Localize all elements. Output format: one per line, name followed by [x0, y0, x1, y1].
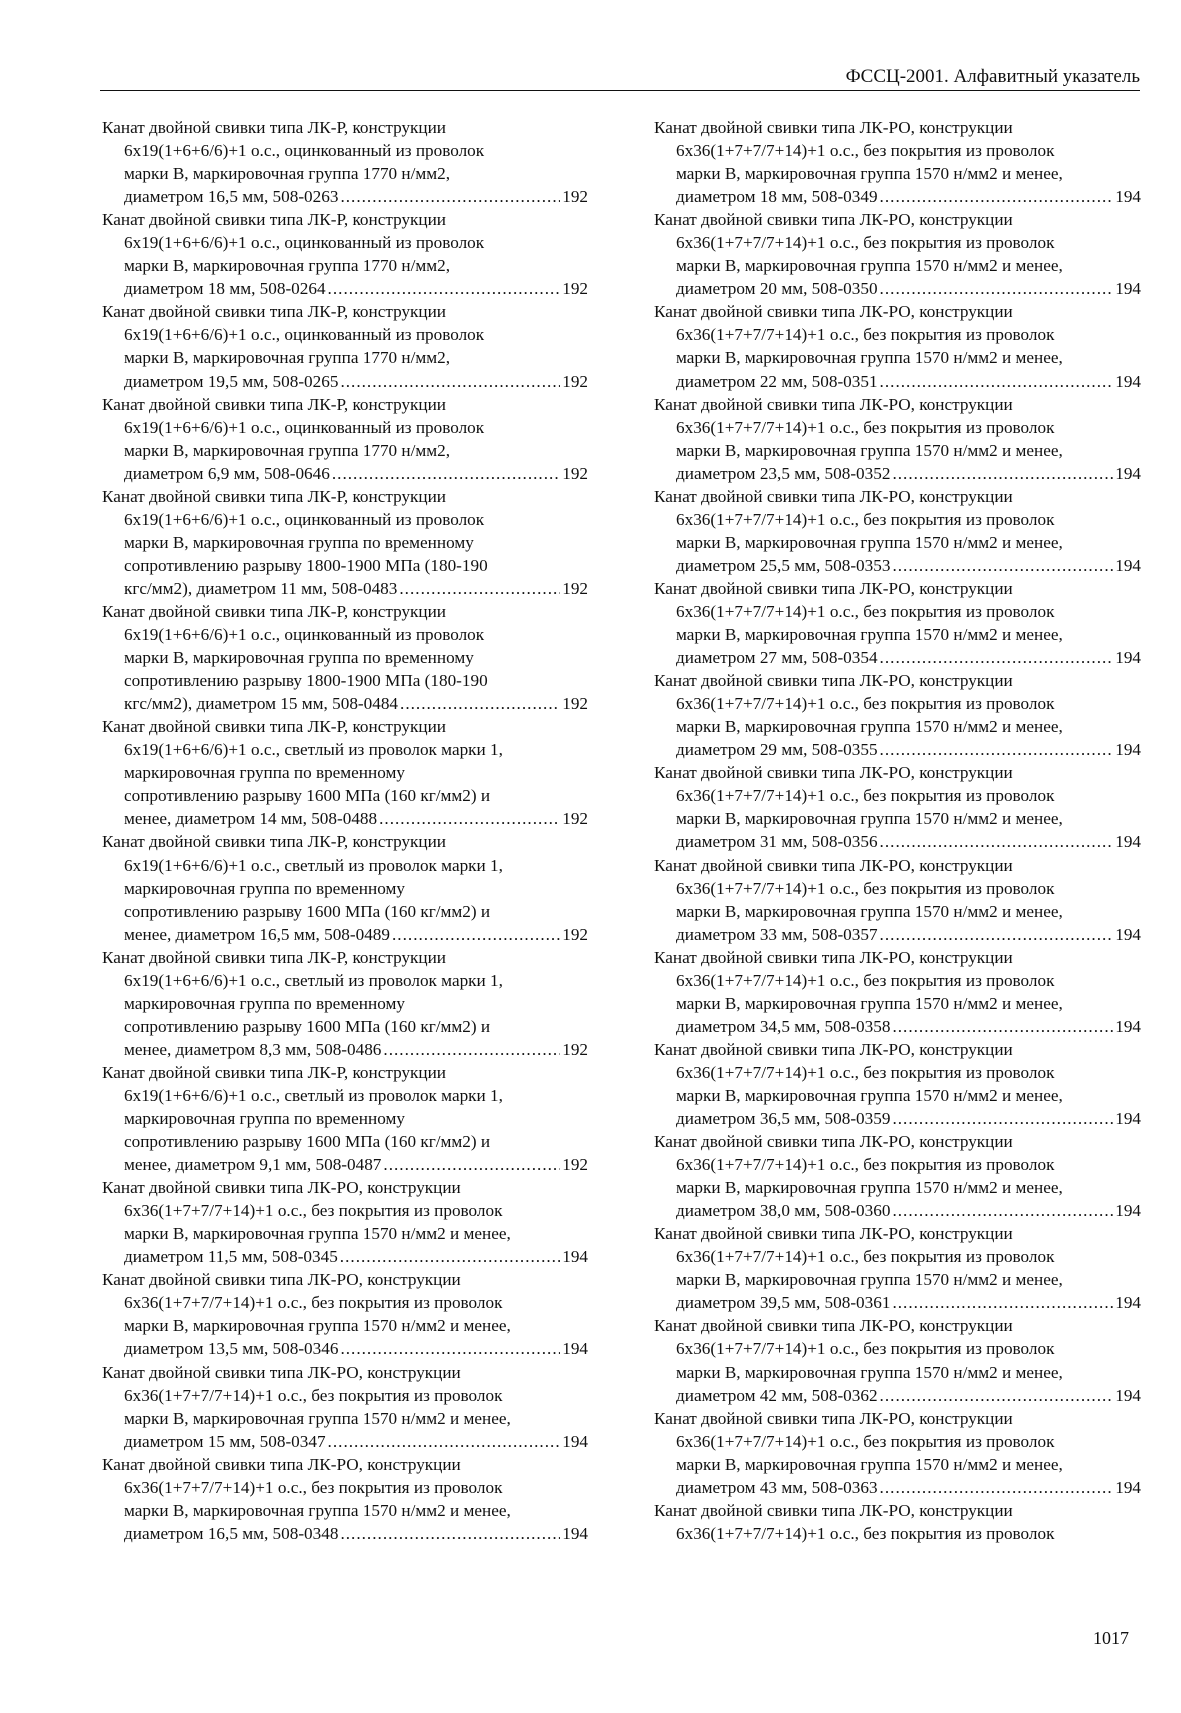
entry-last-line	[654, 185, 1141, 208]
entry-last-line	[654, 1384, 1141, 1407]
entry-line: 6х19(1+6+6/6)+1 о.с., оцинкованный из проволок	[124, 625, 485, 645]
entry-page-ref: 194	[562, 1339, 588, 1359]
dot-leader	[880, 1476, 1114, 1499]
entry-line: кгс/мм2), диаметром 11 мм, 508-0483	[124, 578, 398, 598]
entry-line: 6х36(1+7+7/7+14)+1 о.с., без покрытия из проволок	[676, 970, 1055, 990]
entry-line: 6х36(1+7+7/7+14)+1 о.с., без покрытия из проволок	[676, 1062, 1055, 1082]
entry-line: Канат двойной свивки типа ЛК-РО, конструкции	[654, 671, 1013, 691]
entry-last-line	[654, 277, 1141, 300]
index-entry	[102, 1176, 588, 1268]
entry-line: диаметром 43 мм, 508-0363	[676, 1477, 878, 1497]
entry-line: диаметром 33 мм, 508-0357	[676, 924, 878, 944]
entry-page-ref: 194	[562, 1431, 588, 1451]
entry-line: марки В, маркировочная группа 1570 н/мм2 и менее,	[124, 1408, 511, 1428]
entry-last-line	[102, 185, 588, 208]
entry-line: диаметром 34,5 мм, 508-0358	[676, 1016, 891, 1036]
entry-line: 6х19(1+6+6/6)+1 о.с., светлый из проволок марки 1,	[124, 740, 503, 760]
dot-leader	[392, 923, 560, 946]
entry-page-ref: 194	[1115, 1109, 1141, 1129]
entry-line: марки В, маркировочная группа 1570 н/мм2 и менее,	[124, 1316, 511, 1336]
entry-line: 6х19(1+6+6/6)+1 о.с., оцинкованный из проволок	[124, 417, 485, 437]
entry-line: марки В, маркировочная группа 1570 н/мм2 и менее,	[676, 1270, 1063, 1290]
entry-line: менее, диаметром 14 мм, 508-0488	[124, 809, 378, 829]
entry-line: марки В, маркировочная группа 1770 н/мм2,	[124, 256, 451, 276]
entry-last-line	[102, 1245, 588, 1268]
entry-line: марки В, маркировочная группа 1570 н/мм2 и менее,	[676, 625, 1063, 645]
entry-line: Канат двойной свивки типа ЛК-РО, конструкции	[654, 1224, 1013, 1244]
entry-line: 6х36(1+7+7/7+14)+1 о.с., без покрытия из проволок	[676, 417, 1055, 437]
index-entry	[654, 761, 1141, 853]
dot-leader	[340, 1337, 560, 1360]
entry-line: Канат двойной свивки типа ЛК-Р, конструкции	[102, 210, 446, 230]
index-entry	[654, 854, 1141, 946]
entry-line: диаметром 42 мм, 508-0362	[676, 1385, 878, 1405]
entry-line: диаметром 6,9 мм, 508-0646	[124, 463, 330, 483]
entry-line: менее, диаметром 16,5 мм, 508-0489	[124, 924, 390, 944]
entry-line: диаметром 16,5 мм, 508-0263	[124, 187, 339, 207]
entry-line: Канат двойной свивки типа ЛК-РО, конструкции	[654, 578, 1013, 598]
entry-line: Канат двойной свивки типа ЛК-Р, конструкции	[102, 118, 446, 137]
entry-line: кгс/мм2), диаметром 15 мм, 508-0484	[124, 694, 399, 714]
entry-last-line	[654, 1015, 1141, 1038]
entry-line: 6х19(1+6+6/6)+1 о.с., светлый из проволок марки 1,	[124, 855, 503, 875]
index-entry	[654, 1499, 1141, 1545]
dot-leader	[892, 1199, 1113, 1222]
index-entry	[654, 577, 1141, 669]
entry-line: Канат двойной свивки типа ЛК-Р, конструкции	[102, 947, 446, 967]
dot-leader	[892, 1107, 1113, 1130]
index-entry	[654, 1314, 1141, 1406]
entry-line: Канат двойной свивки типа ЛК-РО, конструкции	[654, 763, 1013, 783]
entry-line: марки В, маркировочная группа 1570 н/мм2 и менее,	[676, 1178, 1063, 1198]
entry-line: марки В, маркировочная группа 1570 н/мм2 и менее,	[676, 717, 1063, 737]
index-entry	[654, 946, 1141, 1038]
entry-line: 6х19(1+6+6/6)+1 о.с., светлый из проволок марки 1,	[124, 970, 503, 990]
entry-line: Канат двойной свивки типа ЛК-РО, конструкции	[654, 1039, 1013, 1059]
entry-page-ref: 194	[1115, 1477, 1141, 1497]
entry-last-line	[654, 1291, 1141, 1314]
entry-line: Канат двойной свивки типа ЛК-РО, конструкции	[654, 1500, 1013, 1520]
entry-line: Канат двойной свивки типа ЛК-РО, конструкции	[654, 302, 1013, 322]
entry-line: Канат двойной свивки типа ЛК-РО, конструкции	[102, 1178, 461, 1198]
entry-line: марки В, маркировочная группа 1570 н/мм2 и менее,	[676, 440, 1063, 460]
entry-page-ref: 192	[562, 694, 588, 714]
entry-line: марки В, маркировочная группа 1570 н/мм2 и менее,	[676, 901, 1063, 921]
entry-page-ref: 194	[1115, 1293, 1141, 1313]
index-entry	[654, 485, 1141, 577]
entry-last-line	[654, 1199, 1141, 1222]
entry-line: Канат двойной свивки типа ЛК-РО, конструкции	[654, 210, 1013, 230]
entry-line: 6х36(1+7+7/7+14)+1 о.с., без покрытия из проволок	[124, 1477, 503, 1497]
entry-last-line	[102, 923, 588, 946]
entry-line: Канат двойной свивки типа ЛК-Р, конструкции	[102, 1062, 446, 1082]
entry-last-line	[654, 554, 1141, 577]
left-column	[102, 116, 588, 1545]
entry-line: 6х36(1+7+7/7+14)+1 о.с., без покрытия из проволок	[676, 325, 1055, 345]
dot-leader	[880, 923, 1114, 946]
entry-page-ref: 192	[562, 187, 588, 207]
entry-line: диаметром 22 мм, 508-0351	[676, 371, 878, 391]
entry-last-line	[102, 277, 588, 300]
index-entry	[102, 600, 588, 715]
entry-line: 6х19(1+6+6/6)+1 о.с., светлый из проволок марки 1,	[124, 1085, 503, 1105]
entry-line: марки В, маркировочная группа по временному	[124, 648, 474, 668]
dot-leader	[340, 1245, 560, 1268]
index-entry	[102, 1361, 588, 1453]
entry-line: Канат двойной свивки типа ЛК-РО, конструкции	[102, 1270, 461, 1290]
entry-line: 6х36(1+7+7/7+14)+1 о.с., без покрытия из проволок	[676, 141, 1055, 161]
dot-leader	[340, 1522, 560, 1545]
entry-last-line	[102, 370, 588, 393]
entry-line: марки В, маркировочная группа 1770 н/мм2,	[124, 348, 451, 368]
entry-page-ref: 194	[1115, 463, 1141, 483]
entry-page-ref: 194	[562, 1523, 588, 1543]
entry-page-ref: 192	[562, 809, 588, 829]
entry-line: сопротивлению разрыву 1600 МПа (160 кг/мм2) и	[124, 786, 491, 806]
entry-page-ref: 194	[1115, 1385, 1141, 1405]
entry-line: 6х36(1+7+7/7+14)+1 о.с., без покрытия из проволок	[676, 233, 1055, 253]
dot-leader	[399, 577, 560, 600]
entry-line: сопротивлению разрыву 1600 МПа (160 кг/мм2) и	[124, 901, 491, 921]
index-entry	[102, 300, 588, 392]
entry-line: Канат двойной свивки типа ЛК-РО, конструкции	[654, 394, 1013, 414]
entry-line: марки В, маркировочная группа 1570 н/мм2 и менее,	[676, 1454, 1063, 1474]
dot-leader	[379, 807, 560, 830]
entry-line: Канат двойной свивки типа ЛК-РО, конструкции	[654, 947, 1013, 967]
entry-line: Канат двойной свивки типа ЛК-РО, конструкции	[654, 1408, 1013, 1428]
entry-line: Канат двойной свивки типа ЛК-РО, конструкции	[654, 855, 1013, 875]
index-entry	[102, 1061, 588, 1176]
entry-line: диаметром 23,5 мм, 508-0352	[676, 463, 891, 483]
dot-leader	[880, 185, 1114, 208]
entry-line: 6х36(1+7+7/7+14)+1 о.с., без покрытия из проволок	[676, 878, 1055, 898]
index-entry	[102, 1268, 588, 1360]
dot-leader	[880, 646, 1114, 669]
dot-leader	[328, 1430, 561, 1453]
entry-last-line	[654, 923, 1141, 946]
entry-line: диаметром 25,5 мм, 508-0353	[676, 555, 891, 575]
entry-line: менее, диаметром 8,3 мм, 508-0486	[124, 1039, 382, 1059]
dot-leader	[340, 185, 560, 208]
entry-last-line	[654, 646, 1141, 669]
entry-line: марки В, маркировочная группа 1570 н/мм2 и менее,	[676, 532, 1063, 552]
dot-leader	[400, 692, 560, 715]
entry-line: диаметром 13,5 мм, 508-0346	[124, 1339, 339, 1359]
index-entry	[102, 393, 588, 485]
entry-line: диаметром 16,5 мм, 508-0348	[124, 1523, 339, 1543]
entry-page-ref: 192	[562, 924, 588, 944]
entry-last-line	[654, 370, 1141, 393]
entry-line: 6х19(1+6+6/6)+1 о.с., оцинкованный из проволок	[124, 233, 485, 253]
entry-line: Канат двойной свивки типа ЛК-РО, конструкции	[654, 486, 1013, 506]
entry-line: Канат двойной свивки типа ЛК-Р, конструкции	[102, 486, 446, 506]
dot-leader	[892, 462, 1113, 485]
index-entry	[654, 1130, 1141, 1222]
index-entry	[654, 1038, 1141, 1130]
dot-leader	[880, 1384, 1114, 1407]
dot-leader	[340, 370, 560, 393]
entry-line: диаметром 20 мм, 508-0350	[676, 279, 878, 299]
entry-line: диаметром 18 мм, 508-0349	[676, 187, 878, 207]
right-column	[654, 116, 1141, 1545]
entry-line: Канат двойной свивки типа ЛК-РО, конструкции	[654, 1316, 1013, 1336]
entry-line: 6х36(1+7+7/7+14)+1 о.с., без покрытия из проволок	[676, 1247, 1055, 1267]
dot-leader	[880, 370, 1114, 393]
dot-leader	[880, 277, 1114, 300]
entry-page-ref: 194	[562, 1247, 588, 1267]
entry-page-ref: 192	[562, 371, 588, 391]
entry-line: сопротивлению разрыву 1800-1900 МПа (180-190	[124, 555, 488, 575]
entry-line: 6х36(1+7+7/7+14)+1 о.с., без покрытия из проволок	[676, 786, 1055, 806]
entry-line: сопротивлению разрыву 1800-1900 МПа (180-190	[124, 671, 488, 691]
index-entry	[654, 1407, 1141, 1499]
entry-page-ref: 192	[562, 1155, 588, 1175]
index-entry	[102, 485, 588, 600]
index-entry	[654, 300, 1141, 392]
entry-line: маркировочная группа по временному	[124, 763, 405, 783]
entry-line: марки В, маркировочная группа 1570 н/мм2 и менее,	[124, 1500, 511, 1520]
dot-leader	[880, 738, 1114, 761]
entry-line: 6х19(1+6+6/6)+1 о.с., оцинкованный из проволок	[124, 325, 485, 345]
entry-last-line	[654, 1107, 1141, 1130]
entry-last-line	[102, 807, 588, 830]
entry-line: сопротивлению разрыву 1600 МПа (160 кг/мм2) и	[124, 1132, 491, 1152]
entry-page-ref: 192	[562, 1039, 588, 1059]
index-entry	[654, 208, 1141, 300]
entry-last-line	[654, 1476, 1141, 1499]
entry-last-line	[654, 738, 1141, 761]
entry-line: маркировочная группа по временному	[124, 1109, 405, 1129]
entry-line: марки В, маркировочная группа 1570 н/мм2 и менее,	[676, 1085, 1063, 1105]
entry-page-ref: 194	[1115, 371, 1141, 391]
entry-line: марки В, маркировочная группа 1770 н/мм2,	[124, 164, 451, 184]
entry-line: диаметром 11,5 мм, 508-0345	[124, 1247, 338, 1267]
index-entry	[102, 715, 588, 830]
entry-line: диаметром 39,5 мм, 508-0361	[676, 1293, 891, 1313]
index-entry	[102, 1453, 588, 1545]
entry-page-ref: 192	[562, 578, 588, 598]
entry-last-line	[654, 830, 1141, 853]
entry-last-line	[102, 1038, 588, 1061]
index-entry	[654, 669, 1141, 761]
index-entry	[102, 116, 588, 208]
dot-leader	[892, 554, 1113, 577]
entry-line: марки В, маркировочная группа 1570 н/мм2 и менее,	[124, 1224, 511, 1244]
entry-last-line	[102, 1522, 588, 1545]
entry-last-line	[102, 1153, 588, 1176]
entry-line: марки В, маркировочная группа 1570 н/мм2 и менее,	[676, 1362, 1063, 1382]
entry-last-line	[102, 1430, 588, 1453]
dot-leader	[332, 462, 560, 485]
entry-page-ref: 194	[1115, 1016, 1141, 1036]
entry-line: марки В, маркировочная группа по временному	[124, 532, 474, 552]
index-entry	[654, 393, 1141, 485]
entry-line: диаметром 38,0 мм, 508-0360	[676, 1201, 891, 1221]
entry-page-ref: 194	[1115, 1201, 1141, 1221]
entry-line: диаметром 19,5 мм, 508-0265	[124, 371, 339, 391]
entry-line: марки В, маркировочная группа 1570 н/мм2 и менее,	[676, 256, 1063, 276]
entry-line: 6х36(1+7+7/7+14)+1 о.с., без покрытия из проволок	[124, 1293, 503, 1313]
index-entry	[102, 946, 588, 1061]
entry-line: Канат двойной свивки типа ЛК-Р, конструкции	[102, 302, 446, 322]
entry-line: диаметром 18 мм, 508-0264	[124, 279, 326, 299]
entry-line: сопротивлению разрыву 1600 МПа (160 кг/мм2) и	[124, 1016, 491, 1036]
entry-line: Канат двойной свивки типа ЛК-Р, конструкции	[102, 832, 446, 852]
entry-last-line	[102, 462, 588, 485]
entry-line: 6х36(1+7+7/7+14)+1 о.с., без покрытия из проволок	[676, 694, 1055, 714]
entry-line: диаметром 29 мм, 508-0355	[676, 740, 878, 760]
entry-page-ref: 192	[562, 463, 588, 483]
entry-page-ref: 192	[562, 279, 588, 299]
entry-line: 6х36(1+7+7/7+14)+1 о.с., без покрытия из проволок	[676, 1339, 1055, 1359]
entry-line: 6х36(1+7+7/7+14)+1 о.с., без покрытия из проволок	[124, 1201, 503, 1221]
entry-line: диаметром 27 мм, 508-0354	[676, 648, 878, 668]
entry-line: 6х36(1+7+7/7+14)+1 о.с., без покрытия из проволок	[676, 1431, 1055, 1451]
dot-leader	[383, 1038, 560, 1061]
entry-line: Канат двойной свивки типа ЛК-Р, конструкции	[102, 717, 446, 737]
entry-last-line	[102, 692, 588, 715]
page-number: 1017	[1093, 1628, 1129, 1648]
entry-line: Канат двойной свивки типа ЛК-Р, конструкции	[102, 394, 446, 414]
entry-page-ref: 194	[1115, 832, 1141, 852]
index-entry	[654, 1222, 1141, 1314]
entry-line: марки В, маркировочная группа 1770 н/мм2,	[124, 440, 451, 460]
dot-leader	[892, 1291, 1113, 1314]
entry-line: марки В, маркировочная группа 1570 н/мм2 и менее,	[676, 809, 1063, 829]
entry-line: диаметром 31 мм, 508-0356	[676, 832, 878, 852]
entry-line: марки В, маркировочная группа 1570 н/мм2 и менее,	[676, 348, 1063, 368]
entry-line: 6х36(1+7+7/7+14)+1 о.с., без покрытия из проволок	[676, 509, 1055, 529]
entry-line: Канат двойной свивки типа ЛК-РО, конструкции	[102, 1454, 461, 1474]
entry-page-ref: 194	[1115, 924, 1141, 944]
dot-leader	[328, 277, 561, 300]
entry-page-ref: 194	[1115, 187, 1141, 207]
entry-line: менее, диаметром 9,1 мм, 508-0487	[124, 1155, 382, 1175]
entry-line: диаметром 36,5 мм, 508-0359	[676, 1109, 891, 1129]
entry-page-ref: 194	[1115, 648, 1141, 668]
entry-line: 6х36(1+7+7/7+14)+1 о.с., без покрытия из проволок	[124, 1385, 503, 1405]
entry-line: 6х36(1+7+7/7+14)+1 о.с., без покрытия из проволок	[676, 1155, 1055, 1175]
entry-line: марки В, маркировочная группа 1570 н/мм2 и менее,	[676, 993, 1063, 1013]
entry-last-line	[102, 577, 588, 600]
entry-line: маркировочная группа по временному	[124, 993, 405, 1013]
index-entry	[102, 830, 588, 945]
dot-leader	[880, 830, 1114, 853]
dot-leader	[892, 1015, 1113, 1038]
index-entry	[102, 208, 588, 300]
dot-leader	[383, 1153, 560, 1176]
entry-page-ref: 194	[1115, 740, 1141, 760]
entry-line: 6х36(1+7+7/7+14)+1 о.с., без покрытия из проволок	[676, 1523, 1055, 1543]
running-header	[100, 66, 1140, 91]
entry-last-line	[102, 1337, 588, 1360]
entry-line: Канат двойной свивки типа ЛК-Р, конструкции	[102, 601, 446, 621]
entry-line: диаметром 15 мм, 508-0347	[124, 1431, 326, 1451]
entry-page-ref: 194	[1115, 279, 1141, 299]
entry-line: маркировочная группа по временному	[124, 878, 405, 898]
entry-line: 6х36(1+7+7/7+14)+1 о.с., без покрытия из проволок	[676, 601, 1055, 621]
entry-line: Канат двойной свивки типа ЛК-РО, конструкции	[102, 1362, 461, 1382]
entry-line: Канат двойной свивки типа ЛК-РО, конструкции	[654, 118, 1013, 137]
index-entry	[654, 116, 1141, 208]
entry-line: Канат двойной свивки типа ЛК-РО, конструкции	[654, 1132, 1013, 1152]
entry-page-ref: 194	[1115, 555, 1141, 575]
header-title: ФССЦ-2001. Алфавитный указатель	[845, 66, 1140, 87]
entry-last-line	[654, 462, 1141, 485]
entry-line: 6х19(1+6+6/6)+1 о.с., оцинкованный из проволок	[124, 141, 485, 161]
entry-line: 6х19(1+6+6/6)+1 о.с., оцинкованный из проволок	[124, 509, 485, 529]
entry-line: марки В, маркировочная группа 1570 н/мм2 и менее,	[676, 164, 1063, 184]
